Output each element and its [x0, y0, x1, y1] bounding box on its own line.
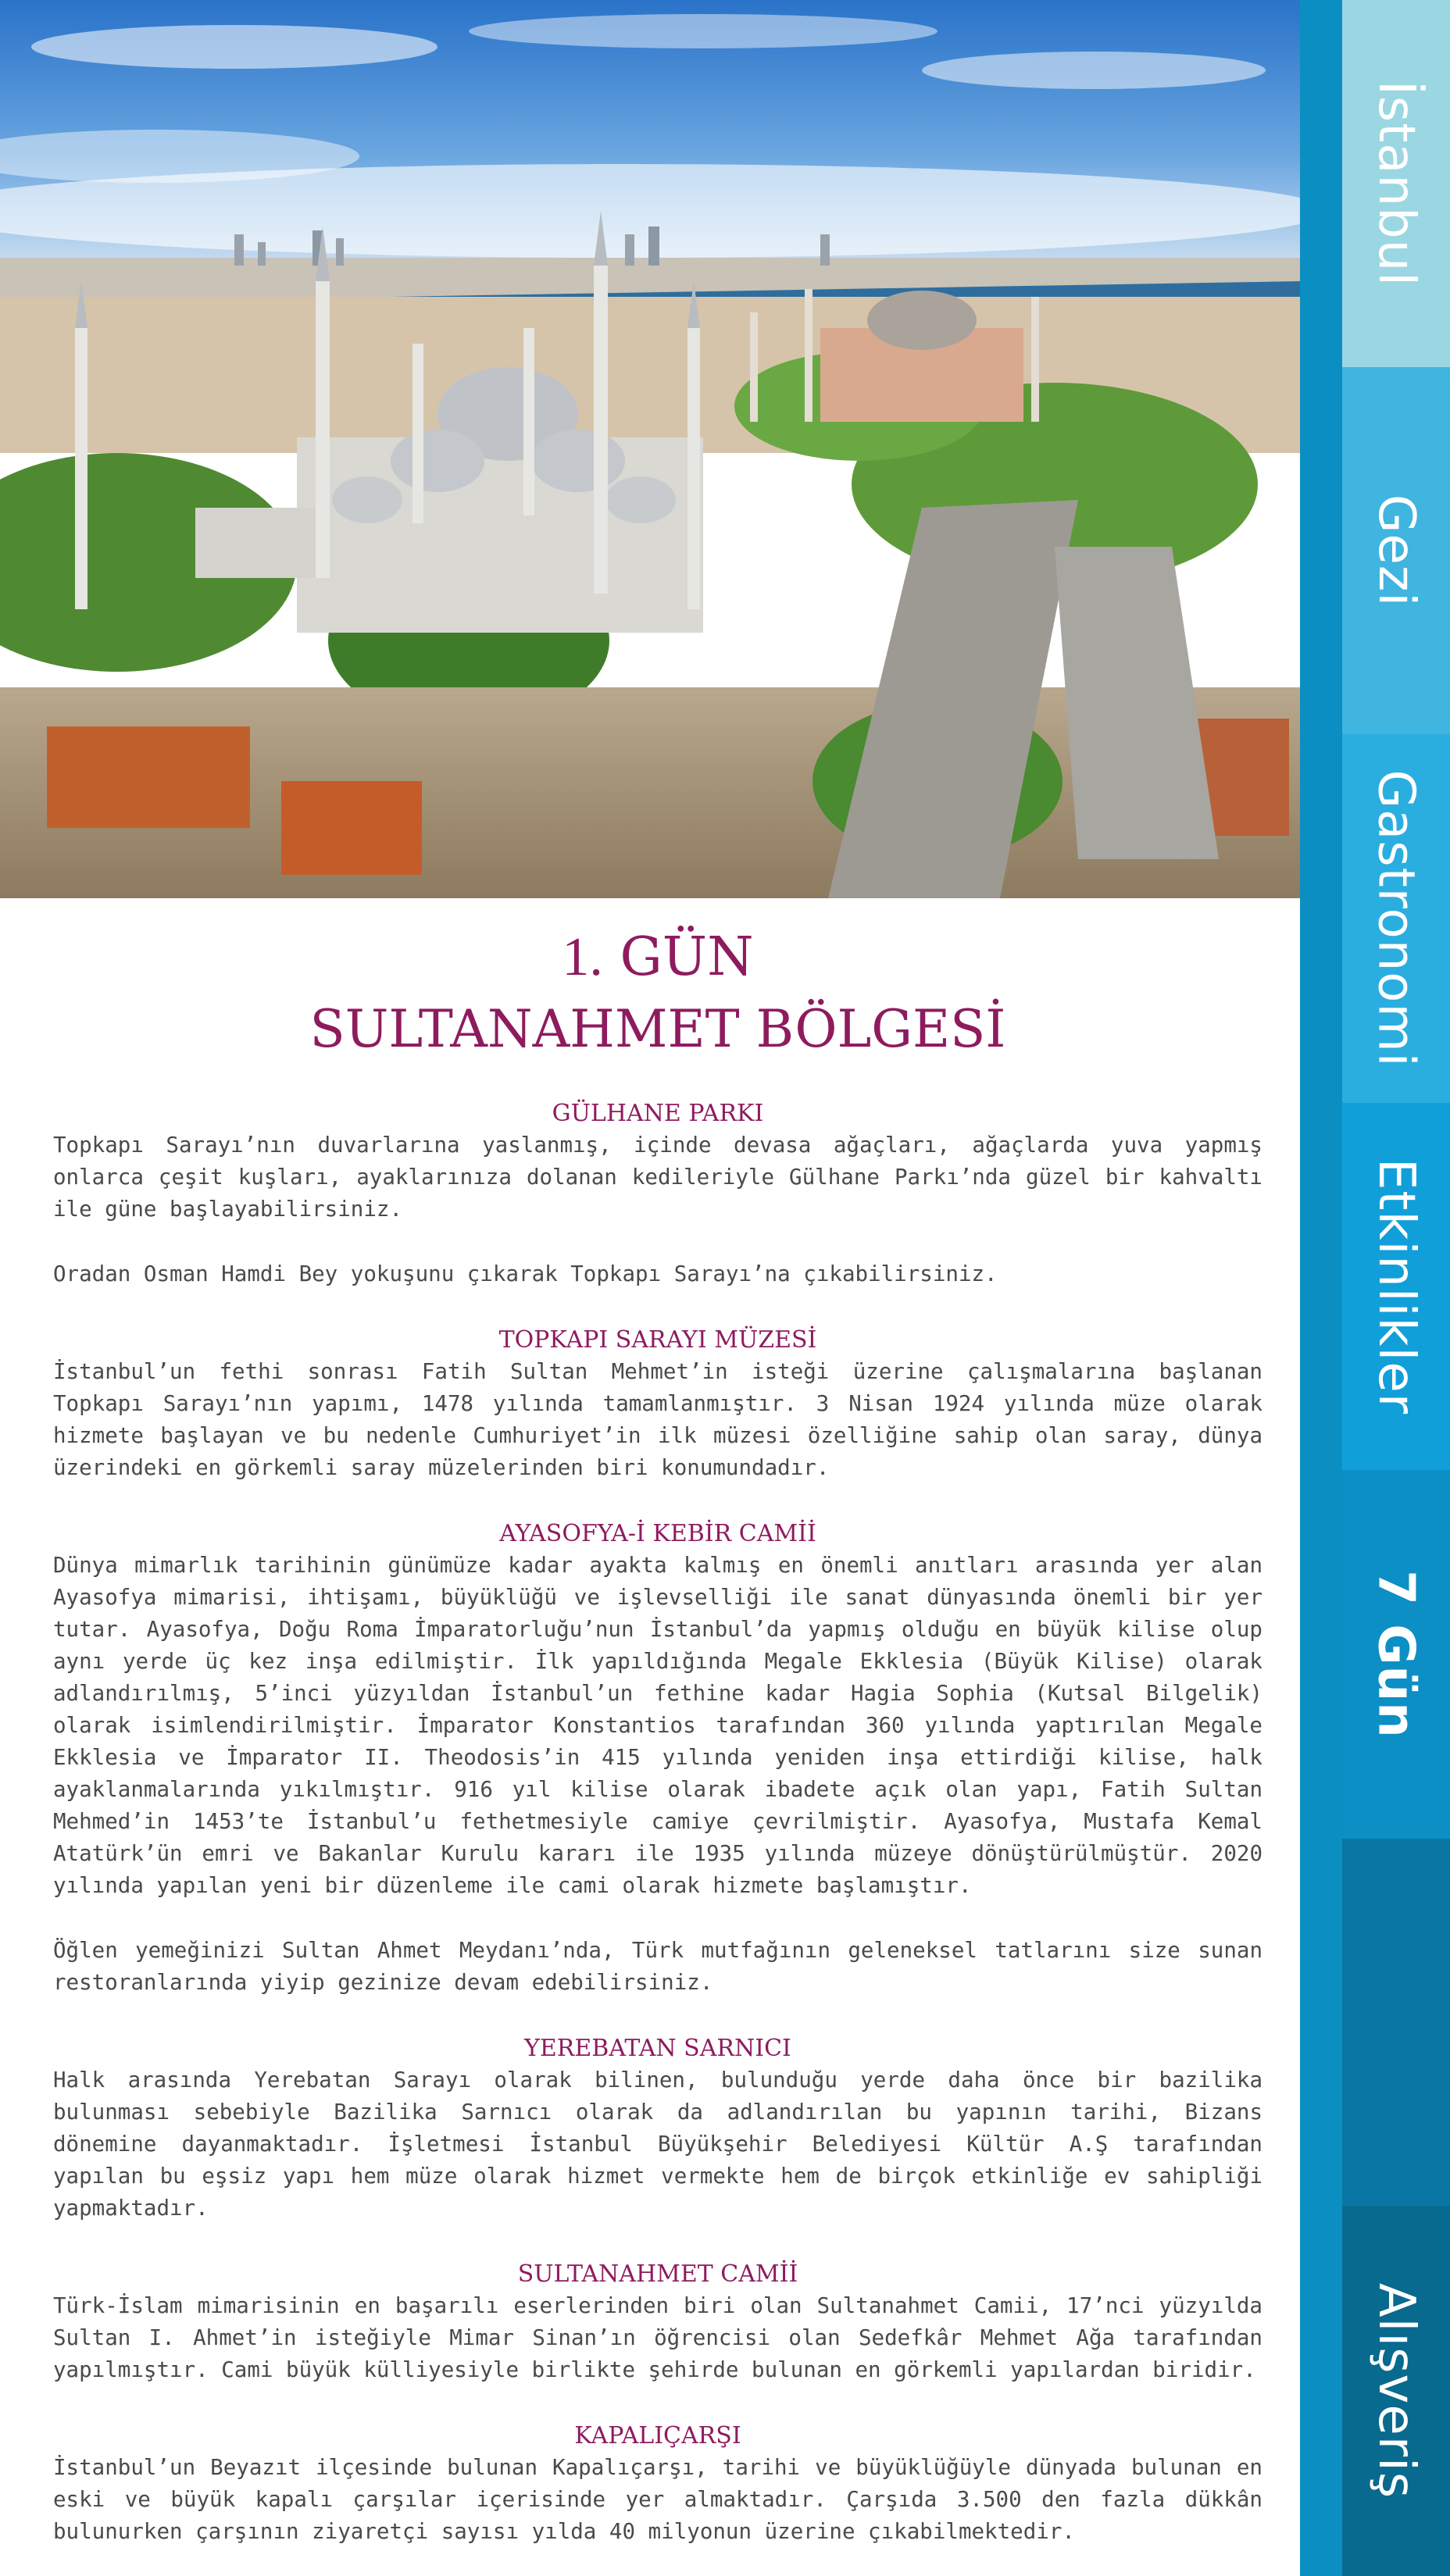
section-heading-gulhane: GÜLHANE PARKI — [552, 1100, 764, 1127]
tab-gezi-label: Gezi — [1367, 494, 1425, 608]
tab-gastronomi[interactable] — [1342, 734, 1450, 1103]
section-text-ayasofya: Dünya mimarlık tarihinin günümüze kadar ayakta kalmış en önemli anıtları arasında yer alan Ayasofya mimarisi, ihtişamı, büyüklüğü ve işlevselliği ile sanat dünyasında önemli bir yer tutar. Ayasofya, Doğu Roma İmparatorluğu’nun İstanbul’da yapmış olduğu en büyük kilise olup aynı yerde üç kez inşa edilmiştir. İlk yapıldığında Megale Ekklesia (Büyük Kilise) olarak adlandırılmış, 5’inci yüzyıldan İstanbul’un fethine kadar Hagia Sophia (Kutsal Bilgelik) olarak isimlendirilmiştir. İmparator Konstantios tarafından 360 yılında yaptırılan Megale Ekklesia ve İmparator II. Theodosis’in 415 yılında yeniden inşa ettirdiği kilise, halk ayaklanmalarında yıkılmıştır. 916 yıl kilise olarak ibadete açık olan yapı, Fatih Sultan Mehmed’in 1453’te İstanbul’u fethetmesiyle camiye çevrilmiştir. Ayasofya, Mustafa Kemal Atatürk’ün emri ve Bakanlar Kurulu kararı ile 1935 yılında müzeye dönüştürülmüştür. 2020 yılında yapılan yeni bir düzenleme ile cami olarak hizmete başlamıştır. — [53, 1553, 1262, 1898]
spacer — [53, 2225, 1262, 2259]
day-title — [53, 922, 1262, 994]
section-heading-yerebatan: YEREBATAN SARNICI — [524, 2035, 791, 2062]
spacer — [53, 1484, 1262, 1518]
tab-blank[interactable] — [1342, 1839, 1450, 2206]
tab-7-gun[interactable] — [1342, 1470, 1450, 1839]
spacer — [53, 2386, 1262, 2421]
side-tab-navigation — [1342, 0, 1450, 2576]
tab-gastronomi-label: Gastronomi — [1367, 769, 1425, 1068]
spacer — [53, 1226, 1262, 1258]
lunch-text: Öğlen yemeğinizi Sultan Ahmet Meydanı’nda, Türk mutfağının geleneksel tatlarını size sunan restoranlarında yiyip gezinize devam edebilirsiniz. — [53, 1938, 1262, 1995]
section-heading-topkapi: TOPKAPI SARAYI MÜZESİ — [498, 1326, 817, 1354]
section-text-topkapi: İstanbul’un fethi sonrası Fatih Sultan Mehmet’in isteği üzerine çalışmalarına başlanan Topkapı Sarayı’nın yapımı, 1478 yılında tamamlanmıştır. 3 Nisan 1924 yılında müze olarak hizmete başlayan ve bu nedenle Cumhuriyet’in ilk müzesi özelliğine sahip olan saray, dünya üzerindeki en görkemli saray müzelerinden biri konumundadır. — [53, 1359, 1262, 1480]
section-heading-ayasofya: AYASOFYA-İ KEBİR CAMİİ — [499, 1520, 816, 1547]
tab-gezi[interactable] — [1342, 367, 1450, 734]
day-number: 1. — [562, 927, 603, 987]
tab-7-gun-label: 7 Gün — [1367, 1570, 1425, 1739]
tab-etkinlikler-label: Etkinlikler — [1367, 1158, 1425, 1415]
spacer — [53, 1902, 1262, 1935]
tab-alisveris-label: Alışveriş — [1367, 2282, 1425, 2499]
transit-text: Oradan Osman Hamdi Bey yokuşunu çıkarak Topkapı Sarayı’na çıkabilirsiniz. — [53, 1261, 998, 1286]
main-content — [53, 922, 1262, 2548]
section-text-kapalicarsi: İstanbul’un Beyazıt ilçesinde bulunan Kapalıçarşı, tarihi ve büyüklüğüyle dünyada bulunan en eski ve büyük kapalı çarşılar içerisinde yer almaktadır. Çarşıda 3.500 den fazla dükkân bulunurken çarşının ziyaretçi sayısı yılda 40 milyonun üzerine çıkabilmektedir. — [53, 2455, 1262, 2544]
section-text-yerebatan: Halk arasında Yerebatan Sarayı olarak bilinen, bulunduğu yerde daha önce bir bazilika bulunması sebebiyle Bazilika Sarnıcı olarak da adlandırılan bu yapının tarihi, Bizans dönemine dayanmaktadır. İşletmesi İstanbul Büyükşehir Belediyesi Kültür A.Ş tarafından yapılan bu eşsiz yapı hem müze olarak hizmet vermekte hem de birçok etkinliğe ev sahipliği yapmaktadır. — [53, 2068, 1262, 2221]
tab-etkinlikler[interactable] — [1342, 1103, 1450, 1470]
hero-photo-istanbul — [0, 0, 1300, 898]
tab-istanbul-label: İstanbul — [1367, 80, 1425, 287]
spacer — [53, 1290, 1262, 1325]
section-text-gulhane: Topkapı Sarayı’nın duvarlarına yaslanmış, içinde devasa ağaçları, ağaçlarda yuva yapmış onlarca çeşit kuşları, ayaklarınıza dolanan kedileriyle Gülhane Parkı’nda güzel bir kahvaltı ile güne başlayabilirsiniz. — [53, 1133, 1262, 1222]
spacer — [53, 1999, 1262, 2033]
day-word: GÜN — [620, 926, 754, 988]
section-text-sultanahmet: Türk-İslam mimarisinin en başarılı eserlerinden biri olan Sultanahmet Camii, 17’nci yüzyılda Sultan I. Ahmet’in isteğiyle Mimar Sinan’ın öğrencisi olan Sedefkâr Mehmet Ağa tarafından yapılmıştır. Cami büyük külliyesiyle birlikte şehirde bulunan en görkemli yapılardan biridir. — [53, 2293, 1262, 2382]
tab-istanbul[interactable] — [1342, 0, 1450, 367]
side-color-strip — [1300, 0, 1342, 2576]
hero-illustration — [0, 0, 1300, 898]
section-heading-kapalicarsi: KAPALIÇARŞI — [574, 2422, 741, 2449]
day-subtitle: SULTANAHMET BÖLGESİ — [309, 999, 1006, 1059]
section-heading-sultanahmet: SULTANAHMET CAMİİ — [517, 2260, 798, 2288]
tab-alisveris[interactable] — [1342, 2206, 1450, 2576]
